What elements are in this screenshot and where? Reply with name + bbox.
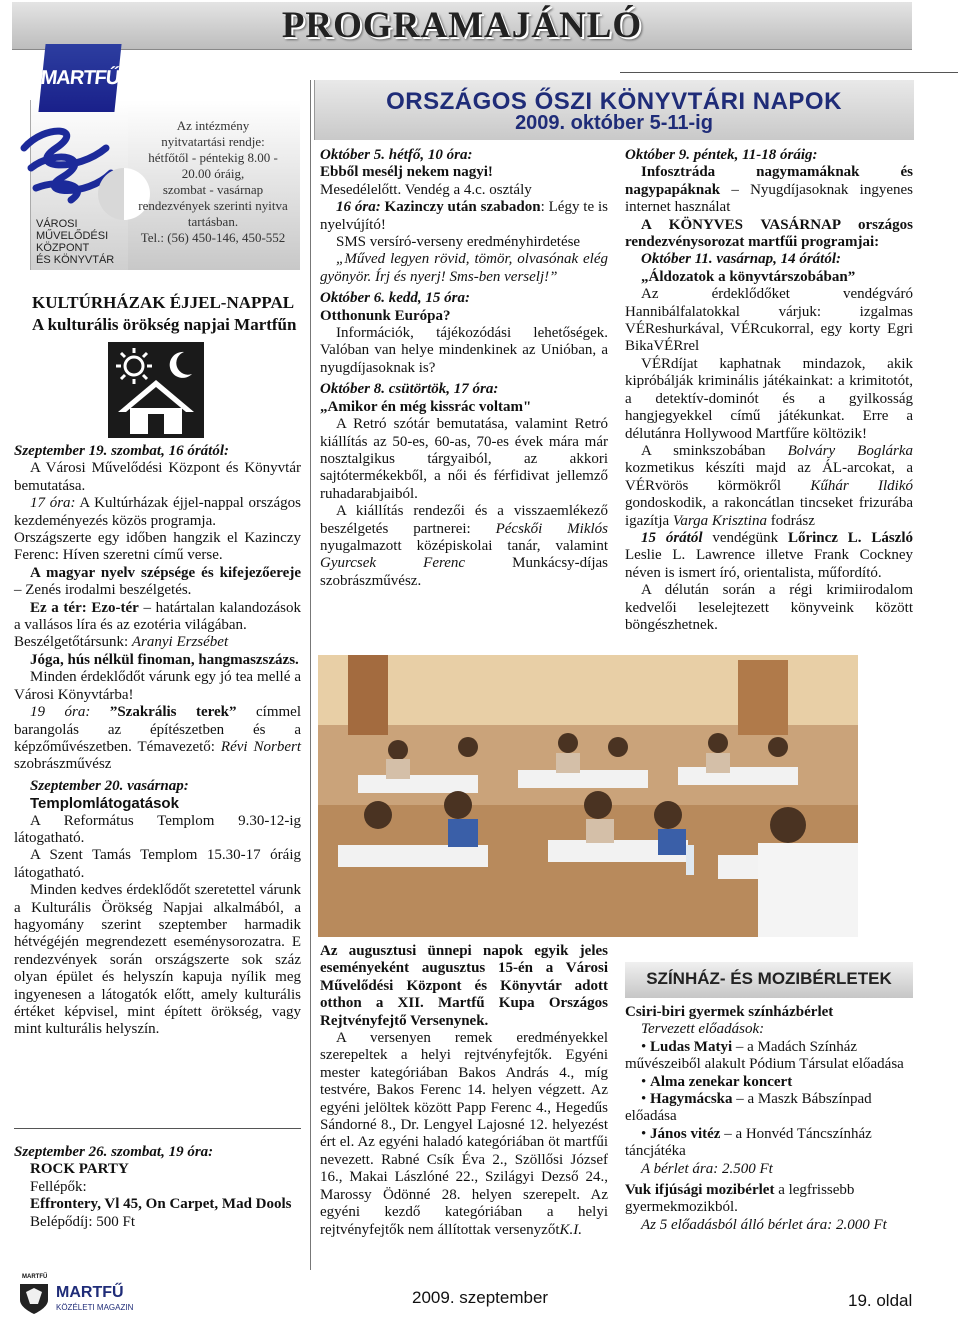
paragraph: Leslie L. Lawrence illetve Frank Cockney néven is ismert író, orientalista, műfordító. xyxy=(625,547,913,581)
paragraph: Mesedélelőtt. Vendég a 4.c. osztály xyxy=(320,181,532,198)
org-line: ÉS KÖNYVTÁR xyxy=(36,254,115,266)
paragraph: fodrász xyxy=(766,512,815,529)
paragraph: szobrászművész xyxy=(14,756,112,773)
rock-party-block xyxy=(14,1144,301,1231)
event-date: Október 9. péntek, 11-18 óráig: xyxy=(625,147,818,163)
subscription-name: Vuk ifjúsági mozibérlet xyxy=(625,1182,775,1199)
program-title: ”Szakrális terek” xyxy=(109,704,237,721)
program-title: ROCK PARTY xyxy=(30,1161,129,1178)
event-date: Október 6. kedd, 15 óra: xyxy=(320,290,470,307)
theatre-block xyxy=(625,1004,913,1234)
program-title: Kazinczy után szabadon xyxy=(384,199,541,216)
article-lead: Az augusztusi ünnepi napok egyik jeles eseményeként augusztus 15-én a Városi Művelődési Központ és Könyvtár adott otthon a XII. Martfű Kupa Országos Rejtvényfejtő Versenynek. xyxy=(320,943,608,1029)
paragraph: A Szent Tamás Templom 15.30-17 óráig látogatható. xyxy=(14,847,301,881)
show-title: Alma zenekar koncert xyxy=(650,1073,793,1090)
hours-line: tartásban. xyxy=(187,214,239,229)
magazine-name: MARTFŰ xyxy=(56,1284,124,1301)
paragraph: Fellépők: xyxy=(30,1178,87,1195)
list-item: • Alma zenekar koncert xyxy=(641,1073,793,1090)
price: A bérlet ára: 2.500 Ft xyxy=(641,1160,773,1177)
program-title: „Áldozatok a könyvtárszobában” xyxy=(641,268,856,285)
paragraph: A Városi Művelődési Központ és Könyvtár bemutatása. xyxy=(14,460,301,494)
person-name: Pécskői Miklós xyxy=(495,520,608,537)
puzzle-contest-photo xyxy=(318,655,858,937)
paragraph: címmel barangolás az építészetben és a képzőművészetben. Témavezető: xyxy=(14,704,301,755)
program-title: Infosztráda nagymamáknak és nagypapáknak xyxy=(625,164,913,198)
price: Az 5 előadásból álló bérlet ára: 2.000 Ft xyxy=(641,1216,887,1233)
program-title: Ebből mesélj nekem nagyi! xyxy=(320,164,493,181)
paragraph: SMS versíró-verseny eredményhirdetése xyxy=(336,234,581,251)
event-title: ORSZÁGOS ŐSZI KÖNYVTÁRI NAPOK xyxy=(386,88,842,115)
time-label: 17 óra: xyxy=(30,495,76,512)
event-date: Október 8. csütörtök, 17 óra: xyxy=(320,381,499,398)
page-number: 19. oldal xyxy=(848,1291,913,1310)
column-divider xyxy=(310,80,311,1270)
paragraph: kozmetikus készíti majd az ÁL-arcokat, a VÉRvörös körmökről xyxy=(625,460,913,494)
author-signature: K.I. xyxy=(559,1221,582,1238)
page-title: PROGRAMAJÁNLÓ xyxy=(281,5,643,46)
event-date: Október 5. hétfő, 10 óra: xyxy=(320,147,473,163)
paragraph: A Kultúrházak éjjel-nappal országos kezdeményezés közös programja. xyxy=(14,495,301,529)
issue-date: 2009. szeptember xyxy=(412,1288,549,1307)
show-title: János vitéz xyxy=(650,1125,721,1142)
program-title: Templomlátogatások xyxy=(30,795,179,813)
hours-line: rendezvények szerinti nyitva xyxy=(138,198,288,213)
list-item: • János vitéz – a Honvéd Táncszínház táncjátéka xyxy=(625,1125,872,1160)
magazine-logo xyxy=(16,1276,156,1316)
time-label: 16 óra: xyxy=(336,199,385,216)
paragraph: Országszerte egy időben hangzik el Kazinczy Ferenc: Híven szeretni című verse. xyxy=(14,530,301,564)
time-label: 15 órától xyxy=(641,529,703,546)
person-name: Révi Norbert xyxy=(220,738,301,755)
program-title: Jóga, hús nélkül finoman, hangmaszszázs. xyxy=(30,651,299,668)
crest-icon xyxy=(16,1280,52,1316)
person-name: Varga Krisztina xyxy=(672,512,767,529)
divider xyxy=(620,72,958,73)
paragraph: VÉRdíjat kaphatnak mindazok, akik kipróbálják kriminális játékainkat: a krimitotót, a detektív-dominót és a gyilkosság hangjegyekkel című játékunkat. Erre a délutánra Hollywood Martfűre költözik! xyxy=(625,355,913,442)
subscription-name: Csiri-biri gyermek színházbérlet xyxy=(625,1004,834,1020)
hours-line: hétfőtől - péntekig 8.00 - xyxy=(148,150,278,165)
theatre-title: SZÍNHÁZ- ÉS MOZIBÉRLETEK xyxy=(646,969,892,988)
magazine-subtitle: KÖZÉLETI MAGAZIN xyxy=(56,1303,134,1312)
paragraph: Az érdeklődőket vendégváró Hannibálfalatokkal várjuk: izgalmas VÉReshurkával, VÉRcukorral, egy korty Egri BikaVÉRrel xyxy=(625,286,913,355)
paragraph: – a Honvéd Táncszínház táncjátéka xyxy=(625,1125,872,1160)
program-title: A magyar nyelv szépsége és kifejezőereje xyxy=(30,564,301,581)
contest-article xyxy=(320,943,608,1239)
event-date: Szeptember 26. szombat, 19 óra: xyxy=(14,1144,214,1160)
kulturhazak-title xyxy=(32,292,302,336)
paragraph: A kiállítás rendezői és a visszaemlékező beszélgetés partnerei: xyxy=(320,503,608,537)
person-name: Kűhár Ildikó xyxy=(810,477,913,494)
paragraph: Tervezett előadások: xyxy=(641,1021,765,1038)
paragraph: Munkácsy-díjas szobrászművész. xyxy=(320,555,608,589)
program-title: „Amikor én még kissrác voltam" xyxy=(320,398,532,415)
time-label: 19 óra: xyxy=(30,704,110,721)
paragraph: vendégünk xyxy=(702,529,788,546)
quote: „Műved legyen rövid, tömör, olvasónak elég gyönyör. Írj és nyerj! Sms-ben verselj!” xyxy=(320,251,608,285)
paragraph: – Zenés irodalmi beszélgetés. xyxy=(14,582,192,599)
paragraph: A versenyen remek eredményekkel szerepeltek a helyi rejtvényfejtők. Egyéni mester kategóriában Bakos András 4., míg testvére, Bakos Ferenc 14. helyen végzett. Az egyéni jelöltek között Papp Ferenc 4., Hegedűs Sándorné 8., Dr. Lengyel Lajosné 12. helyezést ért el. Az egyéni haladó kategóriában öt martfűi nevezett. Rabné Csík Éva 2., Szöllősi József 16., Makai Lászlóné 22., Szilágyi Dezső 24., Marossy Ödönné 28. helyen szerepelt. Az egyéni kezdő kategóriában a helyi rejtvényfejtők nem állítottak versenyzőt. xyxy=(320,1030,608,1238)
event-date: Szeptember 19. szombat, 16 órától: xyxy=(14,443,230,459)
kulturhazak-title-line2: A kulturális örökség napjai Martfűn xyxy=(32,315,297,334)
paragraph: nyugalmazott középiskolai tanár, valamint xyxy=(320,537,608,554)
person-name: Gyurcsek Ferenc xyxy=(320,555,466,572)
paragraph: : Légy te is nyelvújító! xyxy=(320,199,608,233)
paragraph: – a Madách Színház művészeiből alakult Pódium Társulat előadása xyxy=(625,1038,904,1073)
paragraph: A sminkszobában xyxy=(641,442,788,459)
day-night-house-icon xyxy=(108,342,204,438)
program-title: Otthonunk Európa? xyxy=(320,307,451,324)
left-column xyxy=(14,443,301,1039)
paragraph: A Református Templom 9.30-12-ig látogatható. xyxy=(14,812,301,846)
performers: Effrontery, Vl 45, On Carpet, Mad Dools xyxy=(30,1196,292,1213)
opening-hours xyxy=(128,118,298,246)
person-name: Bolváry Boglárka xyxy=(787,442,913,459)
org-line: KÖZPONT xyxy=(36,242,90,254)
program-title: Ez a tér: Ezo-tér xyxy=(30,599,139,616)
org-line: VÁROSI xyxy=(36,218,78,230)
event-date: Október 11. vasárnap, 14 órától: xyxy=(641,251,842,268)
hours-line: 20.00 óráig, xyxy=(181,166,245,181)
kulturhazak-title-line1: KULTÚRHÁZAK ÉJJEL-NAPPAL xyxy=(32,293,295,312)
paragraph: A Retró szótár bemutatása, valamint Retró kiállítás az 50-es, 60-as, 70-es évek mára már nosztalgikus tárgyaiból, az akkori sajtótermékekből, a női és férfidivat jellemző ruhadarabjaiból. xyxy=(320,416,608,502)
person-name: Aranyi Erzsébet xyxy=(131,634,229,651)
event-dates: 2009. október 5-11-ig xyxy=(515,112,713,134)
hours-line: Az intézmény xyxy=(176,118,250,133)
hours-line: nyitvatartási rendje: xyxy=(161,134,265,149)
logo-top-text: MARTFŰ xyxy=(22,1274,48,1280)
list-item: • Ludas Matyi – a Madách Színház művészeiből alakult Pódium Társulat előadása xyxy=(625,1038,904,1073)
divider xyxy=(14,1128,301,1129)
paragraph: gondoskodik, a rakoncátlan tincseket frizurába igazítja xyxy=(625,495,913,529)
hours-line: szombat - vasárnap xyxy=(162,182,264,197)
paragraph: Beszélgetőtársunk: xyxy=(14,634,132,651)
right-column xyxy=(625,147,913,634)
paragraph: – Nyugdíjasoknak ingyenes internet használat xyxy=(625,181,913,216)
show-title: Hagymácska xyxy=(650,1091,733,1108)
paragraph: Minden kedves érdeklődőt szeretettel várunk a Kulturális Örökség Napjai alkalmából, a hagyomány szerint szeptember harmadik hétvégéjén megrendezett eseménysorozatra. E rendezvények során országszerte sok száz olyan épület és helyszín kapuja nyílik meg ingyenesen a látogatók előtt, amely kulturális értéket képvisel, mint épített örökség, vagy mint kulturális helyszín. xyxy=(14,882,301,1038)
program-title: A KÖNYVES VASÁRNAP országos rendezvénysorozat martfűi programjai: xyxy=(625,216,913,251)
hours-line: Tel.: (56) 450-146, 450-552 xyxy=(140,230,286,245)
person-name: Lőrincz L. László xyxy=(787,529,913,546)
event-date: Szeptember 20. vasárnap: xyxy=(30,777,189,794)
middle-column xyxy=(320,147,608,590)
paragraph: Információk, tájékozódási lehetőségek. Valóban van helye mindenkinek az Unióban, a nyugdíjasoknak is? xyxy=(320,325,608,376)
paragraph: a legfrissebb gyermekmozikból. xyxy=(625,1182,855,1216)
organization-name xyxy=(36,218,126,266)
martfu-logo: MARTFŰ xyxy=(38,44,121,112)
paragraph: – határtalan kalandozások a vallásos líra és az ezotéria világában. xyxy=(14,599,302,634)
show-title: Ludas Matyi xyxy=(650,1038,733,1055)
list-item: • Hagymácska – a Maszk Bábszínpad előadása xyxy=(625,1091,872,1125)
paragraph: A délután során a régi krimiirodalom kedvelői leselejtezett könyveink között böngészhetnek. xyxy=(625,582,913,633)
paragraph: – a Maszk Bábszínpad előadása xyxy=(625,1091,872,1125)
org-line: MŰVELŐDÉSI xyxy=(36,230,109,242)
paragraph: Minden érdeklődőt várunk egy jó tea mellé a Városi Könyvtárba! xyxy=(14,669,301,703)
entry-fee: Belépődíj: 500 Ft xyxy=(30,1213,135,1230)
